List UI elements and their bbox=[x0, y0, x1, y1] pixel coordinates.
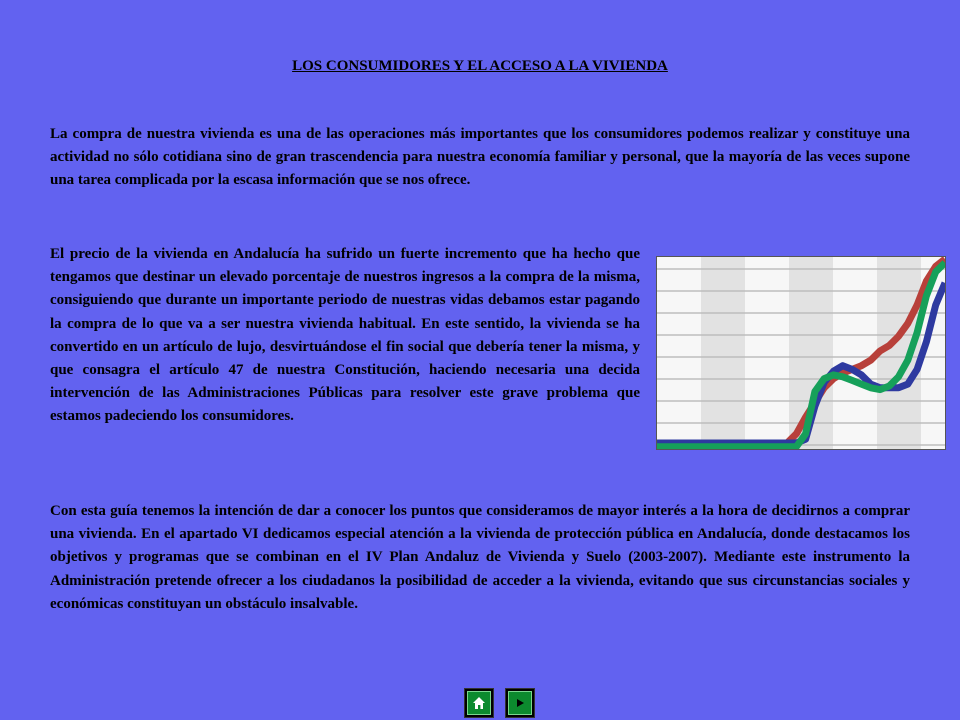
illustration-band bbox=[877, 257, 921, 449]
illustration-band bbox=[657, 257, 701, 449]
play-right-icon bbox=[514, 697, 526, 709]
home-icon bbox=[472, 696, 486, 710]
home-button[interactable] bbox=[464, 688, 494, 718]
price-paragraph: El precio de la vivienda en Andalucía ha sufrido un fuerte incremento que ha hecho que tengamos que destinar un elevado porcentaje de nuestros ingresos a la compra de la misma, consiguiendo que durante un importante periodo de nuestras vidas debamos estar pagando la compra de lo que va a ser nuestra vivienda habitual. En este sentido, la vivienda se ha convertido en un artículo de lujo, desvirtuándose el fin social que debería tener la misma, y que consagra el artículo 47 de nuestra Constitución, haciendo necesaria una decida intervención de las Administraciones Públicas para resolver este grave problema que estamos padeciendo los consumidores. bbox=[50, 246, 640, 425]
next-button-face bbox=[508, 691, 532, 715]
illustration-band bbox=[745, 257, 789, 449]
price-trend-graphic bbox=[657, 257, 945, 449]
page-title: LOS CONSUMIDORES Y EL ACCESO A LA VIVIENDA bbox=[292, 58, 668, 74]
next-button[interactable] bbox=[505, 688, 535, 718]
price-trend-illustration bbox=[656, 256, 946, 450]
illustration-band bbox=[701, 257, 745, 449]
home-button-face bbox=[467, 691, 491, 715]
intro-paragraph: La compra de nuestra vivienda es una de las operaciones más importantes que los consumidores podemos realizar y constituye una actividad no sólo cotidiana sino de gran trascendencia para nuestra economía familiar y personal, que la mayoría de las veces supone una tarea complicada por la escasa información que se nos ofrece. bbox=[50, 126, 910, 189]
guide-paragraph: Con esta guía tenemos la intención de dar a conocer los puntos que consideramos de mayor interés a la hora de decidirnos a comprar una vivienda. En el apartado VI dedicamos especial atención a la vivienda de protección pública en Andalucía, donde destacamos los objetivos y programas que se combinan en el IV Plan Andaluz de Vivienda y Suelo (2003-2007). Mediante este instrumento la Administración pretende ofrecer a los ciudadanos la posibilidad de acceder a la vivienda, evitando que sus circunstancias sociales y económicas constituyan un obstáculo insalvable. bbox=[50, 503, 910, 612]
illustration-band bbox=[833, 257, 877, 449]
